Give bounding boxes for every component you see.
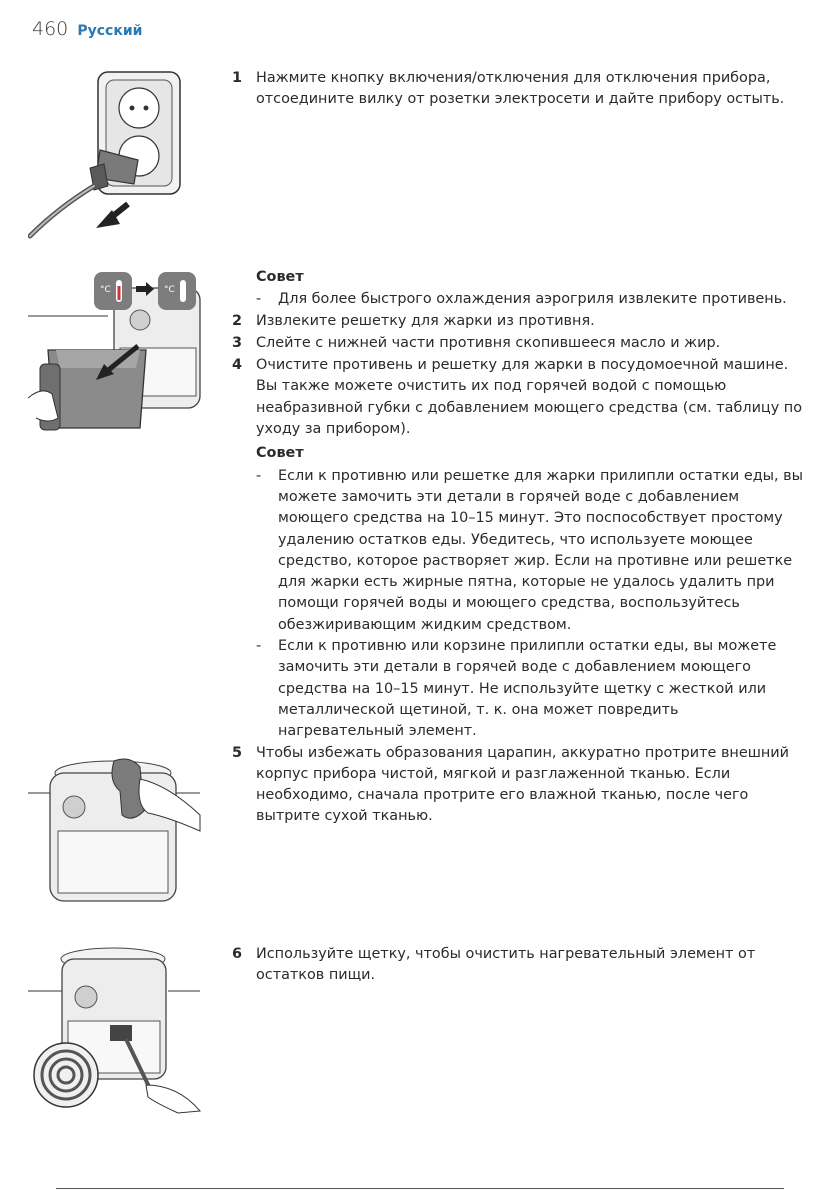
step-text: Используйте щетку, чтобы очистить нагревательный элемент от остатков пищи. [256,946,756,984]
tip-bullet: - Если к противню или корзине прилипли остатки еды, вы можете замочить эти детали в горячей воде с добавлением моющего средства на 10–15 минут. Не используйте щетку с жесткой или металлической щетиной, т. к. она может повредить нагревательный элемент. [256,638,777,740]
unplug-illustration [28,68,198,243]
step-1 [232,68,807,111]
step-text: Очистите противень и решетку для жарки в посудомоечной машине. Вы также можете очистить их под горячей водой с помощью неабразивной губки с добавлением моющего средства (см. таблицу по уходу за прибором). [256,357,803,438]
step-4 [232,355,807,440]
step-number: 3 [232,334,243,351]
step-number: 5 [232,744,243,761]
tip-bullet-text: Если к противню или решетке для жарки прилипли остатки еды, вы можете замочить эти детали в горячей воде с добавлением моющего средства на 10–15 минут. Это поспособствует простому удалению остатков еды. Убедитесь, что используете моющее средство, которое растворяет жир. Если на противне или решетке для жарки есть жирные пятна, которые не удалось удалить при помощи горячей воды и моющего средства, воспользуйтесь обезжиривающим жидким средством. [278,467,804,633]
steps-2-4-block [232,267,807,829]
step-5 [232,743,807,828]
step-number: 6 [232,946,243,962]
step-text: Чтобы избежать образования царапин, аккуратно протрите внешний корпус прибора чистой, мягкой и разглаженной тканью. Если необходимо, сначала протрите его влажной тканью, после чего вытрите сухой тканью. [256,744,789,825]
step-number: 1 [232,70,243,86]
hot-temp-label: °C [100,285,111,295]
language-label: Русский [77,23,143,39]
brush-heating-element-illustration [28,935,203,1115]
page-number: 460 [32,18,69,40]
tip-bullet: - Если к противню или решетке для жарки прилипли остатки еды, вы можете замочить эти детали в горячей воде с добавлением моющего средства на 10–15 минут. Это поспособствует простому удалению остатков еды. Убедитесь, что используете моющее средство, которое растворяет жир. Если на противне или решетке для жарки есть жирные пятна, которые не удалось удалить при помощи горячей воды и моющего средства, воспользуйтесь обезжиривающим жидким средством. [256,467,804,633]
step-1-block [232,68,807,112]
footer-divider [56,1188,784,1189]
pull-out-pan-illustration [28,268,203,438]
wipe-device-illustration [28,755,203,905]
cold-temp-label: °C [164,285,175,295]
tip-title: Совет [256,445,304,462]
tip-bullet: - Для более быстрого охлаждения аэрогриля извлеките противень. [256,291,787,308]
tip-title: Совет [256,269,304,285]
tip-bullet-text: Если к противню или корзине прилипли остатки еды, вы можете замочить эти детали в горячей воде с добавлением моющего средства на 10–15 минут. Не используйте щетку с жесткой или металлической щетиной, т. к. она может повредить нагревательный элемент. [278,638,777,740]
step-number: 2 [232,312,243,329]
step-text: Извлеките решетку для жарки из противня. [256,312,595,329]
step-3 [232,333,807,354]
step-6 [232,944,807,987]
step-2 [232,311,807,332]
tip-bullet-text: Для более быстрого охлаждения аэрогриля извлеките противень. [278,291,787,308]
step-text: Нажмите кнопку включения/отключения для отключения прибора, отсоедините вилку от розетки электросети и дайте прибору остыть. [256,70,785,108]
step-text: Слейте с нижней части противня скопившееся масло и жир. [256,334,721,351]
step-6-block [232,944,807,988]
step-number: 4 [232,357,243,374]
page-header [32,18,142,40]
